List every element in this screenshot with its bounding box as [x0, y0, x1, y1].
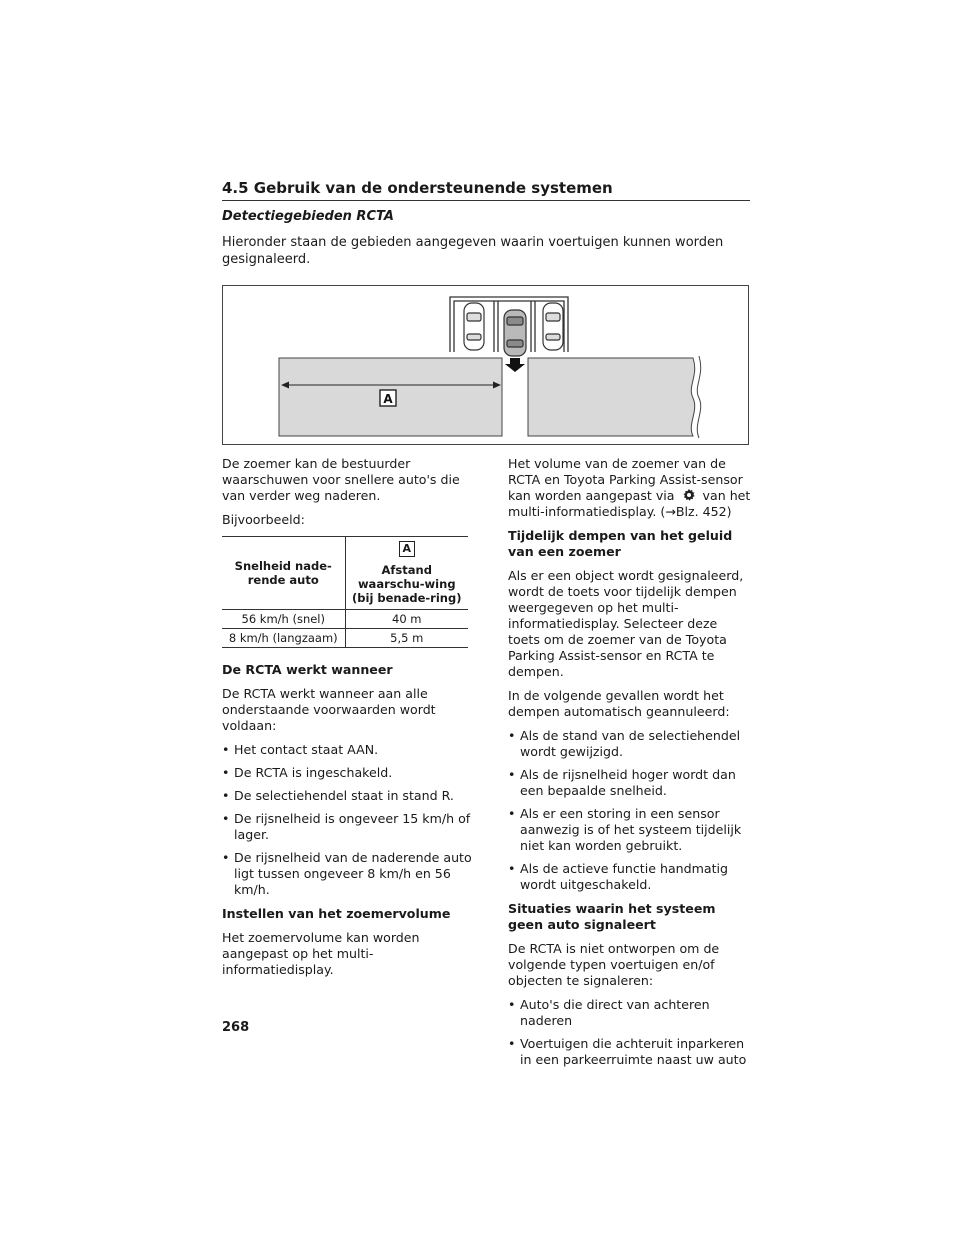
rcta-detection-diagram — [222, 285, 749, 445]
paragraph: Het zoemervolume kan worden aangepast op het multi-informatiedisplay. — [222, 930, 420, 977]
list-item: • Als de actieve functie handmatig wordt uitgeschakeld. — [508, 861, 753, 893]
header-speed: Snelheid nade-rende auto — [222, 537, 345, 610]
paragraph: Als er een object wordt gesignaleerd, wordt de toets voor tijdelijk dempen weergegeven op het multi-informatiedisplay. Selecteer deze toets om de zoemer van de Toyota Parking Assist-sensor en RCTA te dempen. — [508, 568, 744, 679]
reverse-arrow-icon — [505, 358, 525, 372]
conditions-list — [222, 742, 472, 898]
right-column — [508, 456, 753, 1076]
paragraph: De RCTA werkt wanneer aan alle onderstaande voorwaarden wordt voldaan: — [222, 686, 436, 733]
page-number: 268 — [222, 1020, 250, 1035]
cell-speed: 8 km/h (langzaam) — [222, 629, 345, 648]
paragraph: In de volgende gevallen wordt het dempen automatisch geannuleerd: — [508, 688, 730, 719]
heading-rcta-works: De RCTA werkt wanneer — [222, 662, 393, 677]
diagram-svg — [223, 286, 748, 444]
speed-distance-table — [222, 536, 468, 648]
list-item: • Voertuigen die achteruit inparkeren in een parkeerruimte naast uw auto — [508, 1036, 753, 1068]
section-header: 4.5 Gebruik van de ondersteunende systemen — [222, 178, 750, 201]
left-column — [222, 456, 472, 986]
not-detected-list — [508, 997, 753, 1068]
list-item: • Auto's die direct van achteren naderen — [508, 997, 753, 1029]
detection-area-right — [528, 358, 695, 436]
table-header-row — [222, 537, 468, 610]
list-item: • De selectiehendel staat in stand R. — [222, 788, 472, 804]
subheading: Detectiegebieden RCTA — [222, 209, 394, 224]
cell-distance: 5,5 m — [345, 629, 468, 648]
paragraph — [508, 456, 753, 520]
parked-car-right — [543, 303, 563, 350]
paragraph: De zoemer kan de bestuurder waarschuwen voor snellere auto's die van verder weg naderen. — [222, 456, 460, 503]
paragraph: Bijvoorbeeld: — [222, 512, 305, 527]
label-a-box: A — [399, 541, 415, 557]
list-item: • De rijsnelheid is ongeveer 15 km/h of lager. — [222, 811, 472, 843]
table-row — [222, 629, 468, 648]
table-row — [222, 610, 468, 629]
paragraph-part: van het multi-informatiedisplay. (→Blz. 452) — [508, 488, 751, 519]
list-item: • Het contact staat AAN. — [222, 742, 472, 758]
list-item: • De RCTA is ingeschakeld. — [222, 765, 472, 781]
list-item: • De rijsnelheid van de naderende auto ligt tussen ongeveer 8 km/h en 56 km/h. — [222, 850, 472, 898]
header-distance-text: Afstand waarschu-wing (bij benade-ring) — [352, 563, 462, 605]
cell-speed: 56 km/h (snel) — [222, 610, 345, 629]
list-item: • Als er een storing in een sensor aanwezig is of het systeem tijdelijk niet kan worden gebruikt. — [508, 806, 753, 854]
paragraph-part: Het volume van de zoemer van de RCTA en Toyota Parking Assist-sensor kan worden aangepast via — [508, 456, 743, 503]
list-item: • Als de rijsnelheid hoger wordt dan een bepaalde snelheid. — [508, 767, 753, 799]
cancel-mute-list — [508, 728, 753, 893]
list-item: • Als de stand van de selectiehendel wordt gewijzigd. — [508, 728, 753, 760]
own-car — [504, 310, 526, 356]
intro-text: Hieronder staan de gebieden aangegeven waarin voertuigen kunnen worden gesignaleerd. — [222, 235, 724, 267]
heading-buzzer-volume: Instellen van het zoemervolume — [222, 906, 451, 921]
gear-icon — [682, 488, 696, 502]
figure-label-a: A — [383, 392, 393, 406]
heading-not-detected: Situaties waarin het systeem geen auto signaleert — [508, 901, 716, 932]
heading-temporary-mute: Tijdelijk dempen van het geluid van een zoemer — [508, 528, 733, 559]
parked-car-left — [464, 303, 484, 350]
paragraph: De RCTA is niet ontworpen om de volgende typen voertuigen en/of objecten te signaleren: — [508, 941, 720, 988]
header-distance — [345, 537, 468, 610]
cell-distance: 40 m — [345, 610, 468, 629]
